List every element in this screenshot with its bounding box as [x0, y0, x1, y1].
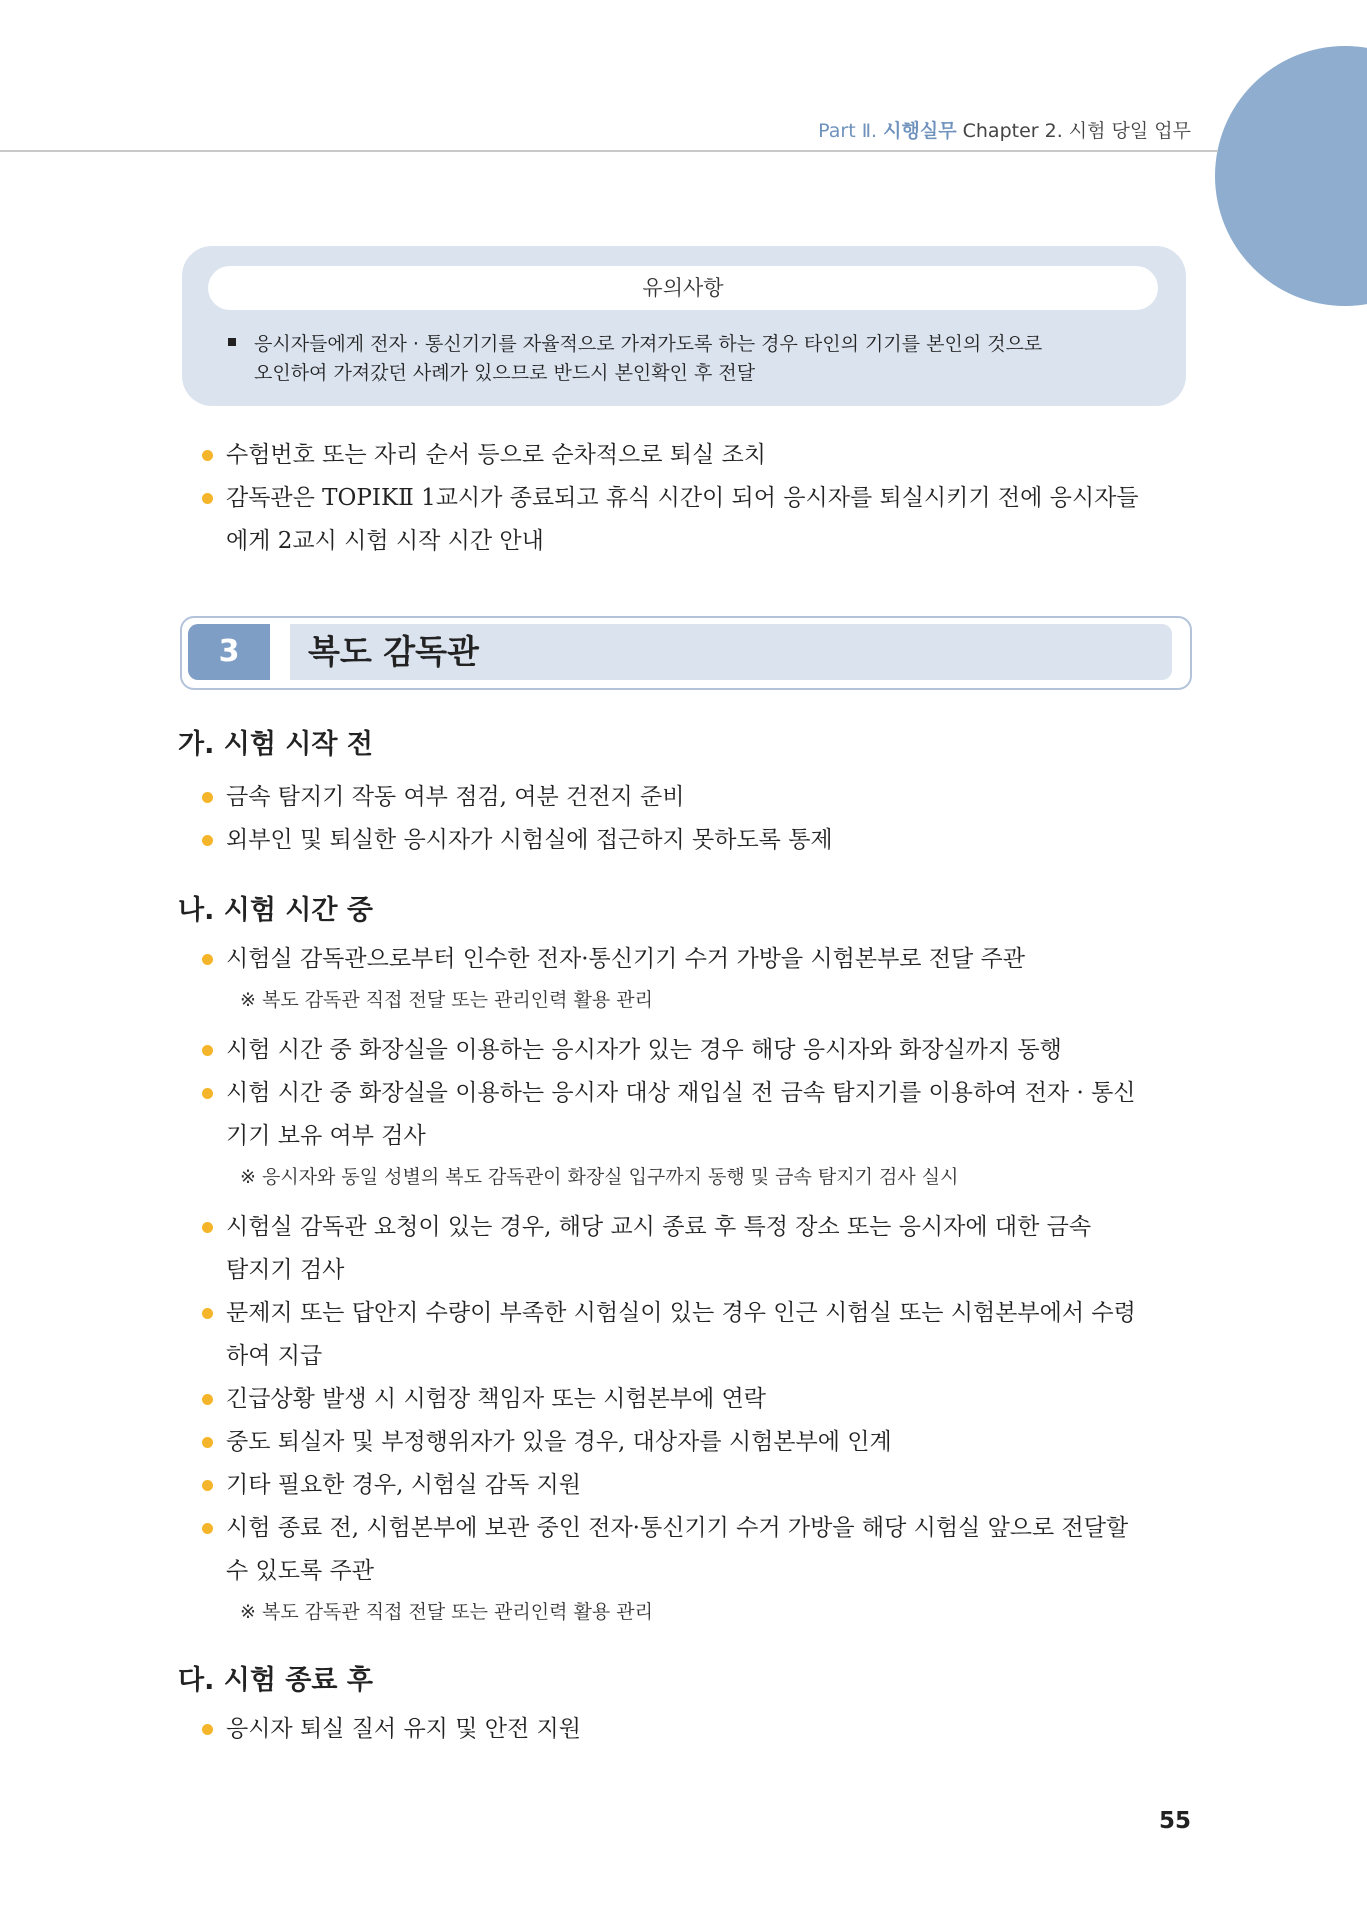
section-title: 복도 감독관 — [308, 632, 479, 671]
bullet-text: 시험 종료 전, 시험본부에 보관 중인 전자·통신기기 수거 가방을 해당 시험실 앞으로 전달할 — [226, 1515, 1129, 1541]
running-header — [818, 116, 1191, 143]
bullet-item — [226, 938, 1192, 981]
bullet-continuation: 수 있도록 주관 — [226, 1558, 374, 1584]
bullet-item — [226, 1421, 1192, 1464]
bullet-item — [226, 819, 1192, 862]
header-decoration-circle — [1215, 46, 1367, 306]
notice-line-1: 응시자들에게 전자 · 통신기기를 자율적으로 가져가도록 하는 경우 타인의 기기를 본인의 것으로 — [254, 333, 1043, 355]
bullet-text: 금속 탐지기 작동 여부 점검, 여분 건전지 준비 — [226, 784, 685, 810]
notice-title: 유의사항 — [208, 266, 1158, 310]
bullet-item — [226, 1206, 1192, 1249]
header-divider — [0, 150, 1218, 152]
bullet-item — [226, 1378, 1192, 1421]
notice-box — [182, 246, 1186, 406]
bullet-dot-icon — [202, 1308, 213, 1319]
bullet-dot-icon — [202, 1437, 213, 1448]
bullet-item — [226, 1072, 1192, 1115]
bullet-item — [226, 1292, 1192, 1335]
square-bullet-icon — [228, 338, 236, 346]
bullet-dot-icon — [202, 954, 213, 965]
bullet-dot-icon — [202, 1222, 213, 1233]
bullet-dot-icon — [202, 1088, 213, 1099]
bullet-text: 수험번호 또는 자리 순서 등으로 순차적으로 퇴실 조치 — [226, 442, 766, 468]
bullet-dot-icon — [202, 1523, 213, 1534]
bullet-continuation: 하여 지급 — [226, 1343, 323, 1369]
reference-note: ※ 응시자와 동일 성별의 복도 감독관이 화장실 입구까지 동행 및 금속 탐지기 검사 실시 — [240, 1166, 959, 1188]
bullet-text: 외부인 및 퇴실한 응시자가 시험실에 접근하지 못하도록 통제 — [226, 827, 833, 853]
subheading-before-exam: 가. 시험 시작 전 — [178, 729, 373, 760]
bullet-text: 시험실 감독관으로부터 인수한 전자·통신기기 수거 가방을 시험본부로 전달 주관 — [226, 946, 1025, 972]
bullet-text: 감독관은 TOPIKⅡ 1교시가 종료되고 휴식 시간이 되어 응시자를 퇴실시키기 전에 응시자들 — [226, 485, 1139, 511]
section-number: 3 — [188, 624, 270, 680]
reference-note: ※ 복도 감독관 직접 전달 또는 관리인력 활용 관리 — [240, 1601, 653, 1623]
header-chapter: Chapter 2. 시험 당일 업무 — [962, 120, 1191, 142]
bullet-text: 긴급상황 발생 시 시험장 책임자 또는 시험본부에 연락 — [226, 1386, 766, 1412]
bullet-item — [226, 1507, 1192, 1550]
bullet-dot-icon — [202, 450, 213, 461]
bullet-item — [226, 434, 1192, 477]
bullet-continuation: 탐지기 검사 — [226, 1257, 345, 1283]
bullet-continuation: 에게 2교시 시험 시작 시간 안내 — [226, 528, 544, 554]
subheading-after-exam: 다. 시험 종료 후 — [178, 1665, 373, 1696]
header-part-name: 시행실무 — [883, 120, 957, 142]
bullet-text: 중도 퇴실자 및 부정행위자가 있을 경우, 대상자를 시험본부에 인계 — [226, 1429, 892, 1455]
bullet-dot-icon — [202, 1724, 213, 1735]
bullet-item — [226, 1708, 1192, 1751]
bullet-text: 문제지 또는 답안지 수량이 부족한 시험실이 있는 경우 인근 시험실 또는 시험본부에서 수령 — [226, 1300, 1136, 1326]
bullet-text: 시험 시간 중 화장실을 이용하는 응시자가 있는 경우 해당 응시자와 화장실까지 동행 — [226, 1037, 1062, 1063]
bullet-item — [226, 1029, 1192, 1072]
notice-line-2: 오인하여 가져갔던 사례가 있으므로 반드시 본인확인 후 전달 — [254, 362, 756, 384]
bullet-dot-icon — [202, 1394, 213, 1405]
bullet-dot-icon — [202, 1480, 213, 1491]
bullet-dot-icon — [202, 835, 213, 846]
bullet-item — [226, 776, 1192, 819]
reference-note: ※ 복도 감독관 직접 전달 또는 관리인력 활용 관리 — [240, 989, 653, 1011]
bullet-continuation: 기기 보유 여부 검사 — [226, 1123, 426, 1149]
bullet-item — [226, 1464, 1192, 1507]
subheading-during-exam: 나. 시험 시간 중 — [178, 895, 373, 926]
notice-body — [228, 330, 1148, 388]
header-part — [818, 120, 956, 142]
header-part-label: Part Ⅱ. — [818, 120, 878, 142]
bullet-text: 시험실 감독관 요청이 있는 경우, 해당 교시 종료 후 특정 장소 또는 응시자에 대한 금속 — [226, 1214, 1092, 1240]
bullet-text: 시험 시간 중 화장실을 이용하는 응시자 대상 재입실 전 금속 탐지기를 이용하여 전자 · 통신 — [226, 1080, 1136, 1106]
bullet-text: 기타 필요한 경우, 시험실 감독 지원 — [226, 1472, 581, 1498]
bullet-dot-icon — [202, 792, 213, 803]
bullet-dot-icon — [202, 493, 213, 504]
bullet-text: 응시자 퇴실 질서 유지 및 안전 지원 — [226, 1716, 581, 1742]
page-number: 55 — [1158, 1808, 1191, 1834]
bullet-item — [226, 477, 1192, 520]
bullet-dot-icon — [202, 1045, 213, 1056]
